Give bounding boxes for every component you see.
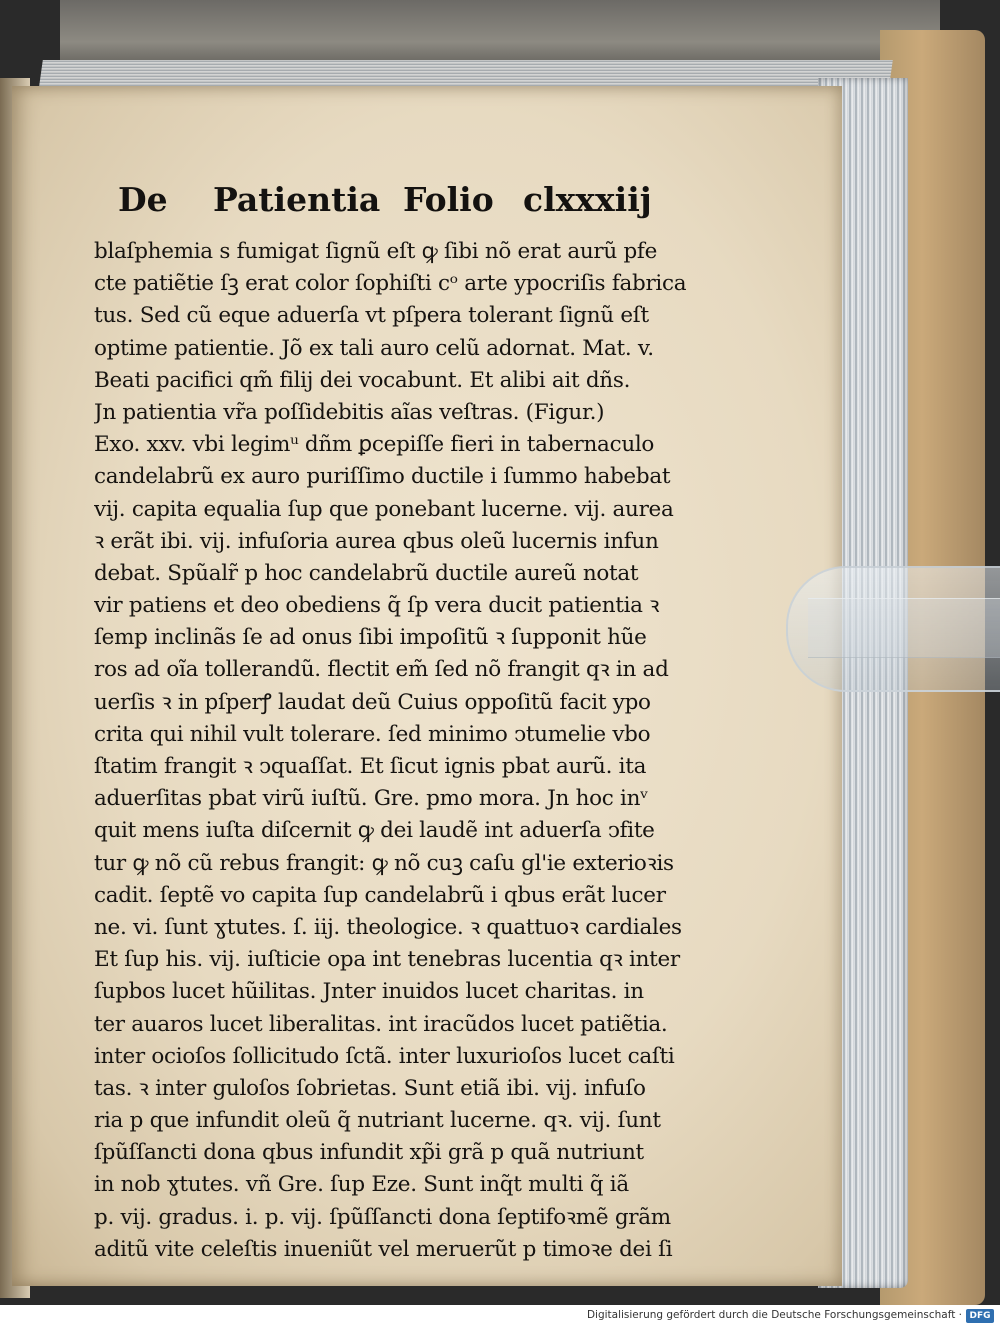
text-line: ſupbos lucet hũilitas. Jnter inuidos lucet charitas. in: [94, 979, 644, 1005]
header-folio: Folio: [403, 180, 494, 219]
text-line: in nob ɣtutes. vñ Gre. ſup Eze. Sunt inq̃t multi q̃ iã: [94, 1172, 629, 1198]
header-patientia: Patientia: [213, 180, 381, 219]
footer-bar: [0, 1305, 1000, 1327]
text-line: ne. vi. ſunt ɣtutes. ſ. iij. theologice. ꝛ quattuoꝛ cardiales: [94, 914, 682, 940]
text-line: vij. capita equalia ſup que ponebant lucerne. vij. aurea: [94, 496, 674, 522]
text-line: debat. Spũalr̃ p hoc candelabrũ ductile aureũ notat: [94, 560, 639, 586]
text-line: aduerſitas pbat virũ iuſtũ. Gre. pmo mora. Jn hoc inᵛ: [94, 786, 648, 812]
text-line: candelabrũ ex auro puriſſimo ductile i ſummo habebat: [94, 464, 671, 490]
header-de: De: [118, 180, 168, 219]
text-line: vir patiens et deo obediens q̃ ſp vera ducit patientia ꝛ: [94, 593, 660, 619]
page-holder-clip: [786, 566, 1000, 692]
text-line: ros ad oĩa tollerandũ. flectit em̃ ſed nõ frangit qꝛ in ad: [94, 657, 669, 683]
text-line: ria p que infundit oleũ q̃ nutriant lucerne. qꝛ. vij. ſunt: [94, 1108, 661, 1134]
text-line: Jn patientia vr̃a poſſidebitis aĩas veſtras. (Figur.): [94, 399, 605, 425]
text-line: quit mens iuſta diſcernit ꝙ dei laudẽ int aduerſa ↄfite: [94, 818, 655, 844]
running-header: [118, 180, 652, 230]
text-line: Beati pacifici qm̃ filij dei vocabunt. Et alibi ait dñs.: [94, 367, 631, 393]
text-line: optime patientie. Jõ ex tali auro celũ adornat. Mat. v.: [94, 335, 654, 361]
text-line: blaſphemia s fumigat ſignũ eſt ꝙ ſibi nõ erat aurũ pfe: [94, 239, 658, 264]
dfg-logo: DFG: [966, 1309, 994, 1323]
text-line: cte patiẽtie ſꝫ erat color ſophiſti cᵒ arte ypocriſis fabrica: [94, 271, 687, 297]
text-line: Exo. xxv. vbi legimᵘ dñm ꝑcepiſſe fieri in tabernaculo: [94, 432, 655, 458]
text-line: ter auaros lucet liberalitas. int iracũdos lucet patiẽtia.: [94, 1011, 668, 1037]
text-line: ſpũſſancti dona qbus infundit xp̃i grã p quã nutriunt: [94, 1140, 644, 1166]
text-line: tas. ꝛ inter guloſos ſobrietas. Sunt etiã ibi. vij. infuſo: [94, 1075, 646, 1101]
text-line: p. vij. gradus. i. p. vij. ſpũſſancti dona ſeptifoꝛmẽ grãm: [94, 1204, 671, 1230]
text-line: ꝛ erãt ibi. vij. infuſoria aurea qbus oleũ lucernis infun: [94, 528, 659, 554]
text-line: tus. Sed cũ eque aduerſa vt pſpera tolerant ſignũ eſt: [94, 303, 649, 329]
text-line: Et ſup his. vij. iuſticie opa int tenebras lucentia qꝛ inter: [94, 947, 680, 973]
text-line: ſtatim frangit ꝛ ↄquaſſat. Et ſicut ignis pbat aurũ. ita: [94, 754, 647, 779]
text-line: crita qui nihil vult tolerare. ſed minimo ↄtumelie vbo: [94, 721, 651, 747]
funding-credit: Digitalisierung gefördert durch die Deutsche Forschungsgemeinschaft ·: [586, 1309, 962, 1321]
text-line: aditũ vite celeſtis inueniũt vel meruerũt p timoꝛe dei ſi: [94, 1236, 673, 1262]
header-folio-number: clxxxiij: [523, 180, 652, 219]
body-text: [94, 236, 724, 1266]
text-line: cadit. ſeptẽ vo capita ſup candelabrũ i qbus erãt lucer: [94, 882, 666, 908]
text-line: ſemp inclinãs ſe ad onus ſibi impoſitũ ꝛ ſupponit hũe: [94, 625, 647, 651]
text-line: uerſis ꝛ in pſperꝭ laudat deũ Cuius oppoſitũ facit ypo: [94, 689, 651, 715]
text-line: inter ocioſos ſollicitudo ſctã. inter luxurioſos lucet caſti: [94, 1043, 675, 1069]
text-line: tur ꝙ nõ cũ rebus frangit: ꝙ nõ cuꝫ caſu gl'ie exterioꝛis: [94, 850, 674, 876]
